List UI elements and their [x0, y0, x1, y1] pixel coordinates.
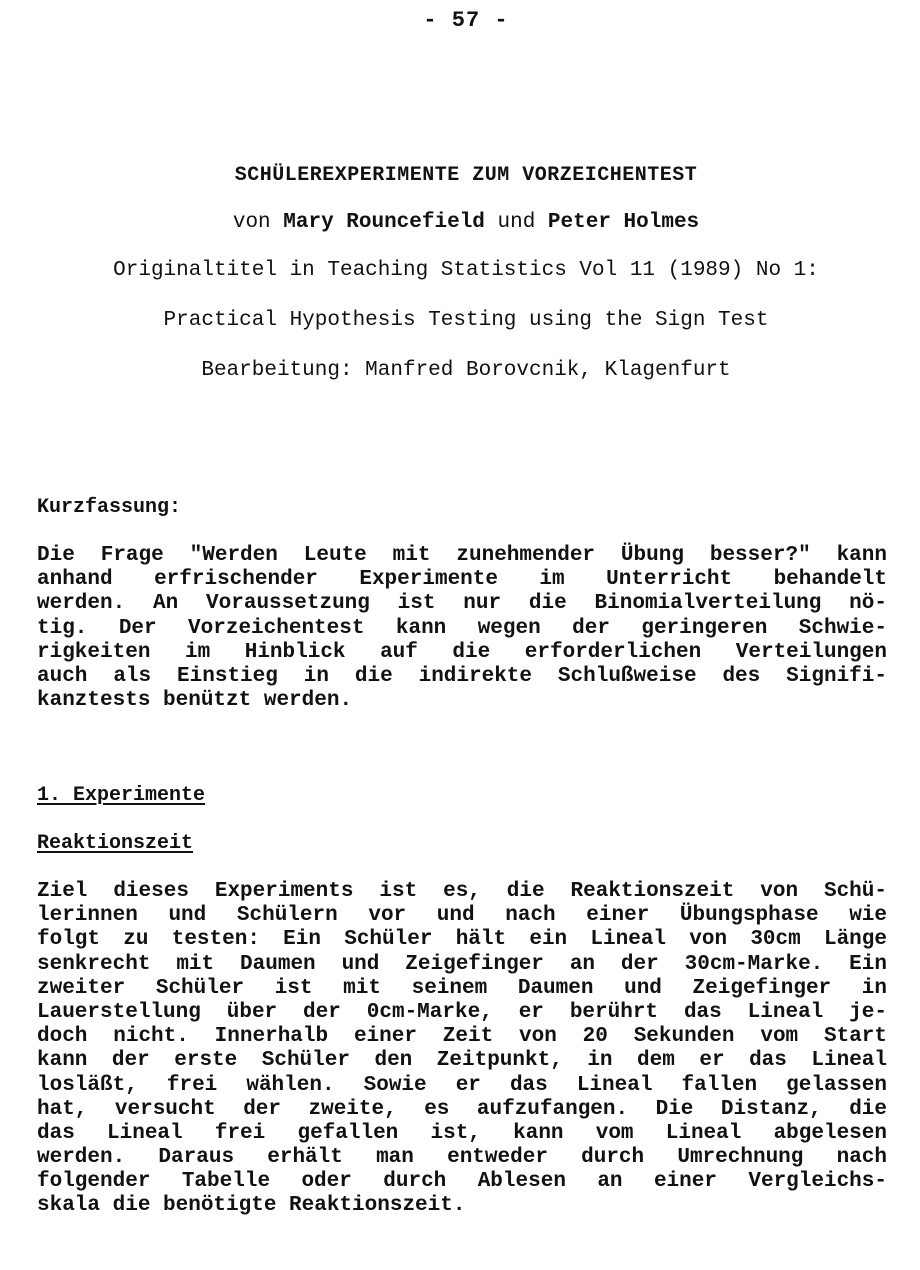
abstract-line: Die Frage "Werden Leute mit zunehmender Übung besser?" kann [37, 544, 887, 567]
body-line: lerinnen und Schülern vor und nach einer Übungsphase wie [37, 904, 887, 928]
body-line: skala die benötigte Reaktionszeit. [37, 1194, 466, 1218]
body-line: Ziel dieses Experiments ist es, die Reaktionszeit von Schü- [37, 880, 887, 903]
body-line: folgt zu testen: Ein Schüler hält ein Lineal von 30cm Länge [37, 928, 887, 952]
editor-line: Bearbeitung: Manfred Borovcnik, Klagenfurt [201, 359, 731, 382]
abstract-heading: Kurzfassung: [37, 496, 182, 519]
original-source: Originaltitel in Teaching Statistics Vol 11 (1989) No 1: [113, 259, 819, 282]
body-line: das Lineal frei gefallen ist, kann vom Lineal abgelesen [37, 1121, 887, 1145]
original-title: Practical Hypothesis Testing using the Sign Test [163, 309, 769, 332]
abstract-line: kanztests benützt werden. [37, 689, 353, 713]
body-line: zweiter Schüler ist mit seinem Daumen und Zeigefinger in [37, 976, 887, 1000]
body-line: hat, versucht der zweite, es aufzufangen. Die Distanz, die [37, 1097, 887, 1121]
abstract-line: tig. Der Vorzeichentest kann wegen der geringeren Schwie- [37, 616, 887, 640]
body-line: doch nicht. Innerhalb einer Zeit von 20 Sekunden vom Start [37, 1025, 887, 1049]
authors-line [0, 211, 920, 234]
authors-and: und [484, 211, 548, 234]
body-line: folgender Tabelle oder durch Ablesen an einer Vergleichs- [37, 1170, 887, 1194]
author-2: Peter Holmes [547, 211, 700, 234]
body-line: kann der erste Schüler den Zeitpunkt, in dem er das Lineal [37, 1049, 887, 1073]
body-line: Lauerstellung über der 0cm-Marke, er berührt das Lineal je- [37, 1000, 887, 1024]
abstract-line: anhand erfrischender Experimente im Unterricht behandelt [37, 568, 887, 592]
body-line: werden. Daraus erhält man entweder durch Umrechnung nach [37, 1146, 887, 1170]
section-heading-experimente: 1. Experimente [37, 784, 206, 807]
body-line: senkrecht mit Daumen und Zeigefinger an der 30cm-Marke. Ein [37, 952, 887, 976]
abstract-line: rigkeiten im Hinblick auf die erforderlichen Verteilungen [37, 640, 887, 664]
abstract-paragraph [37, 544, 887, 713]
reaction-time-paragraph [37, 880, 887, 1219]
subsection-heading-reaktionszeit: Reaktionszeit [37, 832, 194, 855]
body-line: losläßt, frei wählen. Sowie er das Lineal fallen gelassen [37, 1073, 887, 1097]
abstract-line: werden. An Voraussetzung ist nur die Binomialverteilung nö- [37, 592, 887, 616]
authors-prefix: von [232, 211, 284, 234]
page-number: - 57 - [423, 8, 509, 33]
article-title: SCHÜLEREXPERIMENTE ZUM VORZEICHENTEST [234, 164, 698, 187]
abstract-line: auch als Einstieg in die indirekte Schlußweise des Signifi- [37, 664, 887, 688]
author-1: Mary Rouncefield [283, 211, 485, 234]
